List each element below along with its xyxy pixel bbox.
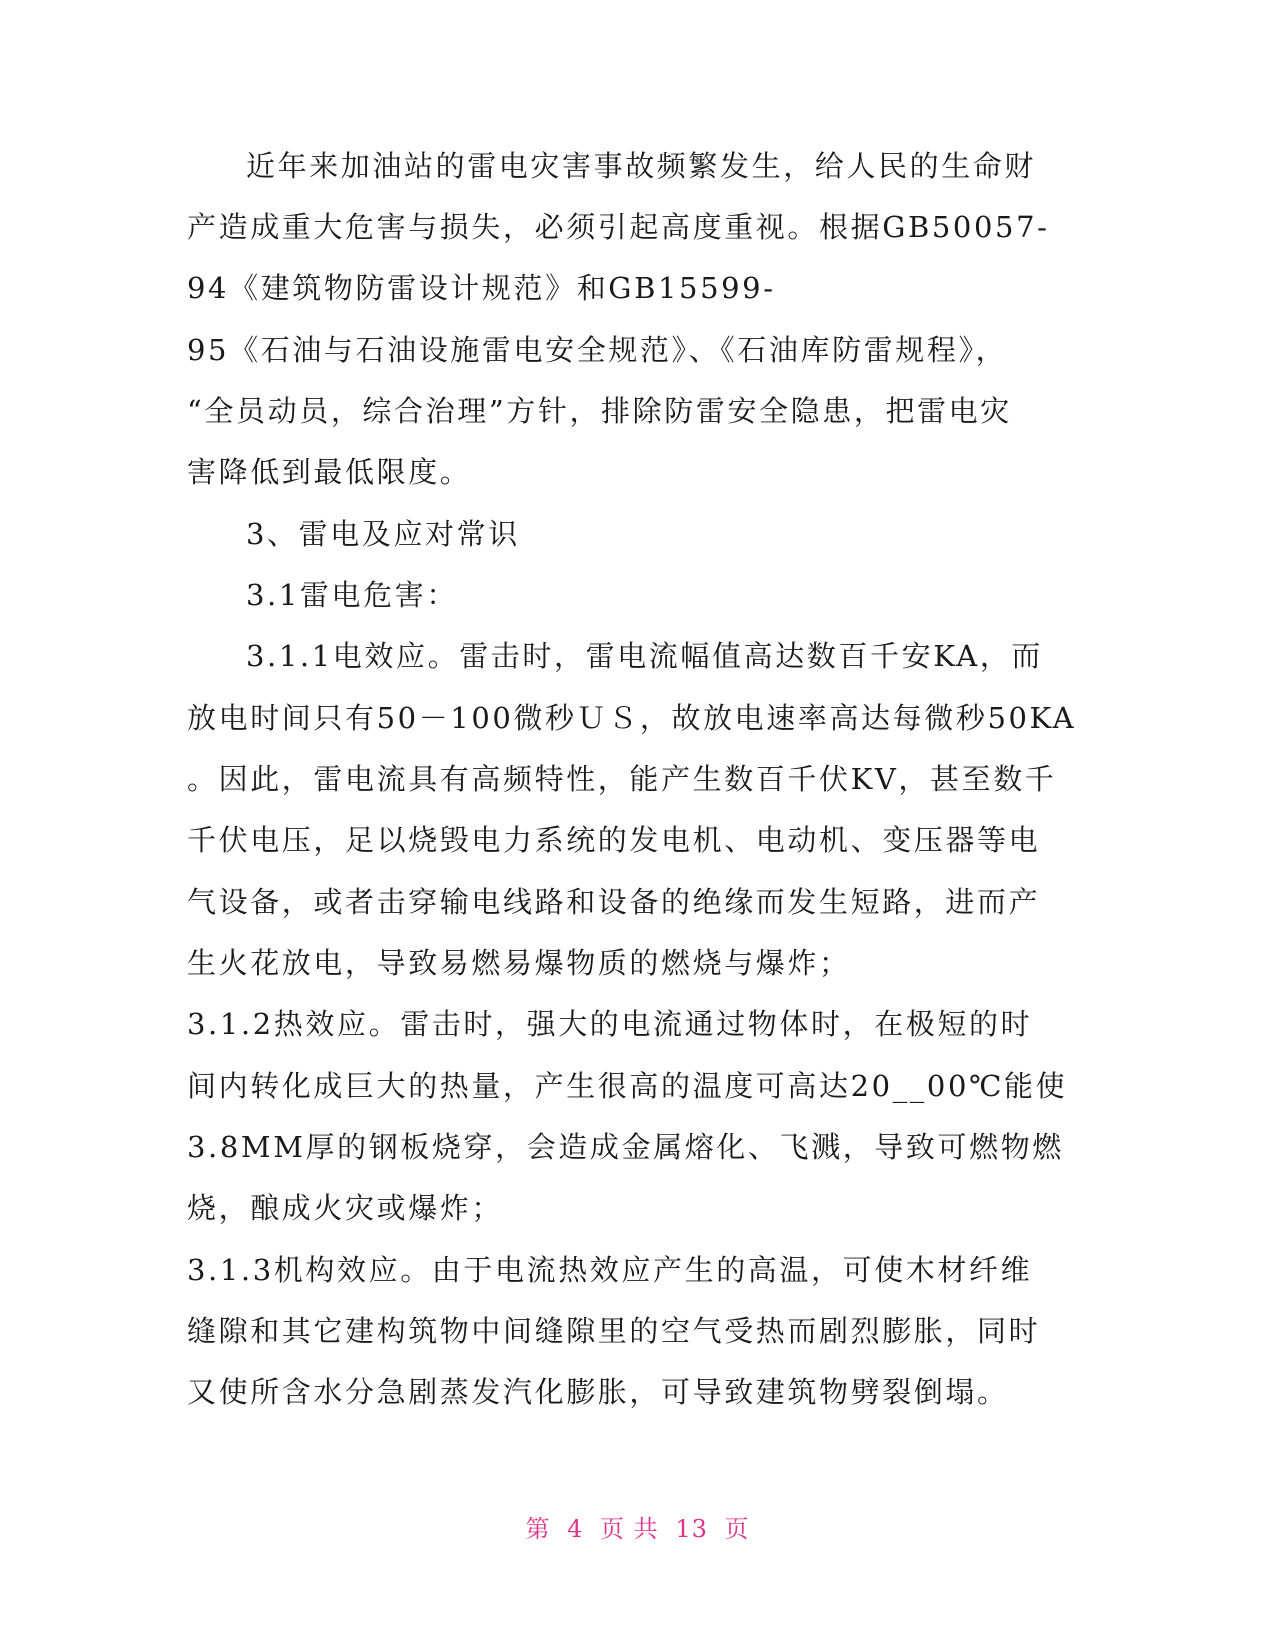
footer-suffix: 页: [724, 1515, 750, 1543]
paragraph-line: 94《建筑物防雷设计规范》和GB15599-: [187, 271, 776, 305]
total-page-count: 13: [675, 1515, 708, 1543]
paragraph-line: 。因此，雷电流具有高频特性，能产生数百千伏KV，甚至数千: [187, 762, 1057, 796]
page-number-footer: [0, 1514, 1275, 1544]
paragraph-line: 近年来加油站的雷电灾害事故频繁发生，给人民的生命财: [246, 149, 1037, 183]
paragraph-line: 生火花放电，导致易燃易爆物质的燃烧与爆炸；: [187, 946, 851, 980]
paragraph-line: 3.1.2热效应。雷击时，强大的电流通过物体时，在极短的时: [187, 1007, 1033, 1041]
paragraph-line: 3.1.3机构效应。由于电流热效应产生的高温，可使木材纤维: [187, 1253, 1033, 1287]
paragraph-line: 3.1.1电效应。雷击时，雷电流幅值高达数百千安KA，而: [246, 639, 1044, 673]
footer-prefix: 第: [525, 1515, 551, 1543]
paragraph-line: 间内转化成巨大的热量，产生很高的温度可高达20__00℃能使: [187, 1069, 1068, 1103]
paragraph-line: 放电时间只有50－100微秒ＵＳ，故放电速率高达每微秒50KA: [187, 701, 1077, 735]
paragraph-line: 又使所含水分急剧蒸发汽化膨胀，可导致建筑物劈裂倒塌。: [187, 1375, 1009, 1409]
section-heading: 3、雷电及应对常识: [246, 517, 520, 551]
paragraph-line: 95《石油与石油设施雷电安全规范》、《石油库防雷规程》，: [187, 333, 1008, 367]
paragraph-line: 千伏电压，足以烧毁电力系统的发电机、电动机、变压器等电: [187, 823, 1041, 857]
paragraph-line: 烧，酿成火灾或爆炸；: [187, 1191, 504, 1225]
subsection-heading: 3.1雷电危害：: [246, 578, 458, 612]
current-page-number: 4: [567, 1515, 584, 1543]
paragraph-line: 气设备，或者击穿输电线路和设备的绝缘而发生短路，进而产: [187, 885, 1041, 919]
paragraph-line: “全员动员，综合治理”方针，排除防雷安全隐患，把雷电灾: [187, 394, 1012, 428]
paragraph-line: 产造成重大危害与损失，必须引起高度重视。根据GB50057-: [187, 210, 1050, 244]
paragraph-line: 3.8MM厚的钢板烧穿，会造成金属熔化、飞溅，导致可燃物燃: [187, 1130, 1064, 1164]
paragraph-line: 害降低到最低限度。: [187, 455, 472, 489]
paragraph-line: 缝隙和其它建构筑物中间缝隙里的空气受热而剧烈膨胀，同时: [187, 1314, 1041, 1348]
footer-middle: 页 共: [600, 1515, 659, 1543]
